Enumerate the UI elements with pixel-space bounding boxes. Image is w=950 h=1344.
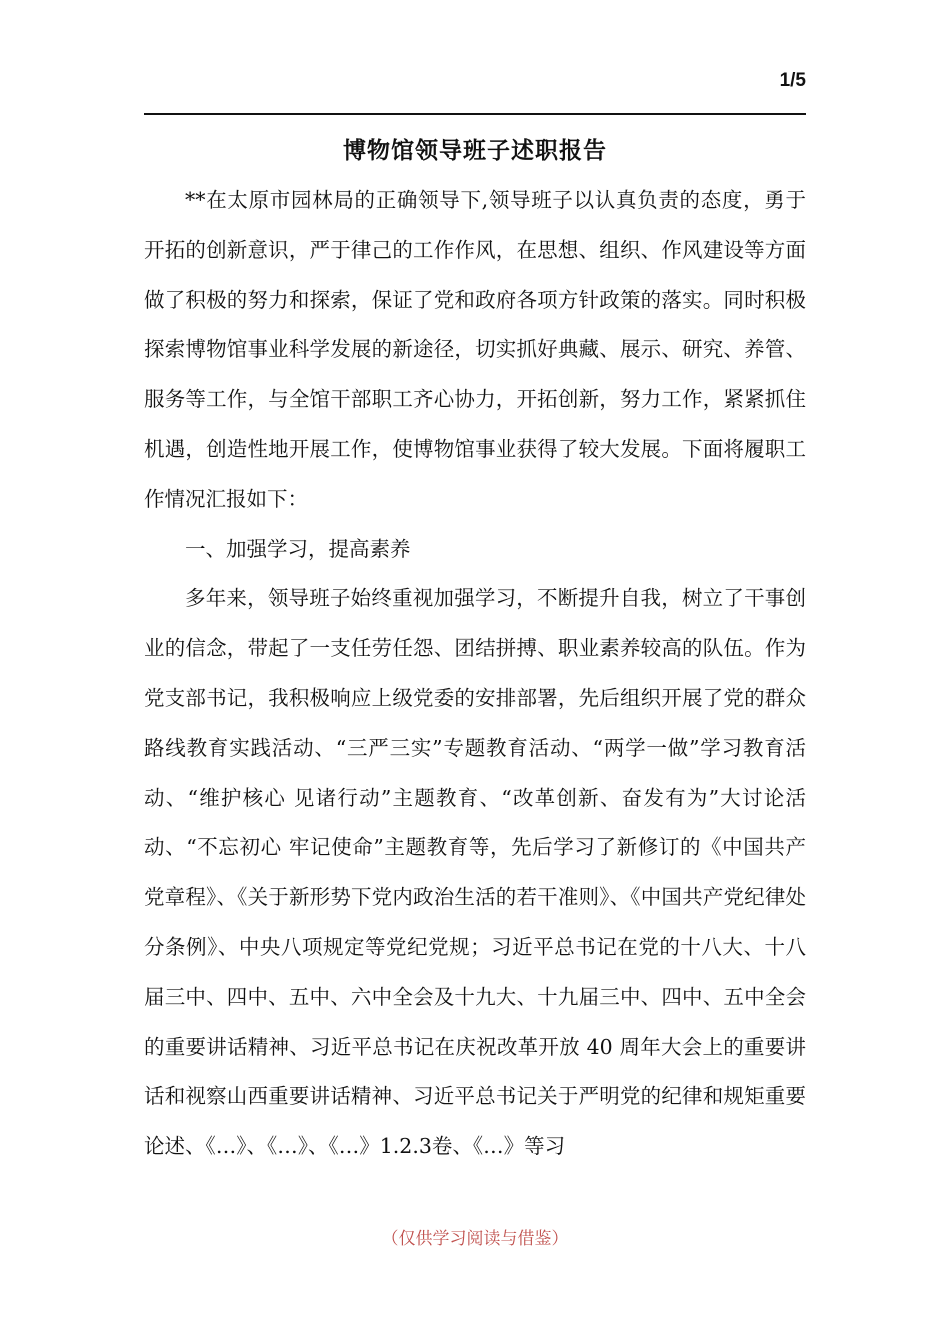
paragraph-intro: **在太原市园林局的正确领导下,领导班子以认真负责的态度，勇于开拓的创新意识，严于律己的工作作风，在思想、组织、作风建设等方面做了积极的努力和探索，保证了党和政府各项方针政策的落实。同时积极探索博物馆事业科学发展的新途径，切实抓好典藏、展示、研究、养管、服务等工作，与全馆干部职工齐心协力，开拓创新，努力工作，紧紧抓住机遇，创造性地开展工作，使博物馆事业获得了较大发展。下面将履职工作情况汇报如下： (144, 188, 806, 511)
header-divider (144, 113, 806, 115)
document-title: 博物馆领导班子述职报告 (343, 137, 607, 164)
page-number: 1/5 (779, 70, 806, 91)
section-heading-1: 一、加强学习，提高素养 (185, 536, 411, 561)
footer-note: （仅供学习阅读与借鉴） (381, 1229, 569, 1249)
document-body (144, 176, 806, 1172)
paragraph-study: 多年来，领导班子始终重视加强学习，不断提升自我，树立了干事创业的信念，带起了一支任劳任怨、团结拼搏、职业素养较高的队伍。作为党支部书记，我积极响应上级党委的安排部署，先后组织开展了党的群众路线教育实践活动、“三严三实”专题教育活动、“两学一做”学习教育活动、“维护核心 见诸行动”主题教育、“改革创新、奋发有为”大讨论活动、“不忘初心 牢记使命”主题教育等，先后学习了新修订的《中国共产党章程》、《关于新形势下党内政治生活的若干准则》、《中国共产党纪律处分条例》、中央八项规定等党纪党规；习近平总书记在党的十八大、十八届三中、四中、五中、六中全会及十九大、十九届三中、四中、五中全会的重要讲话精神、习近平总书记在庆祝改革开放 40 周年大会上的重要讲话和视察山西重要讲话精神、习近平总书记关于严明党的纪律和规矩重要论述、《…》、《…》、《…》1.2.3卷、《…》等习 (144, 586, 806, 1159)
